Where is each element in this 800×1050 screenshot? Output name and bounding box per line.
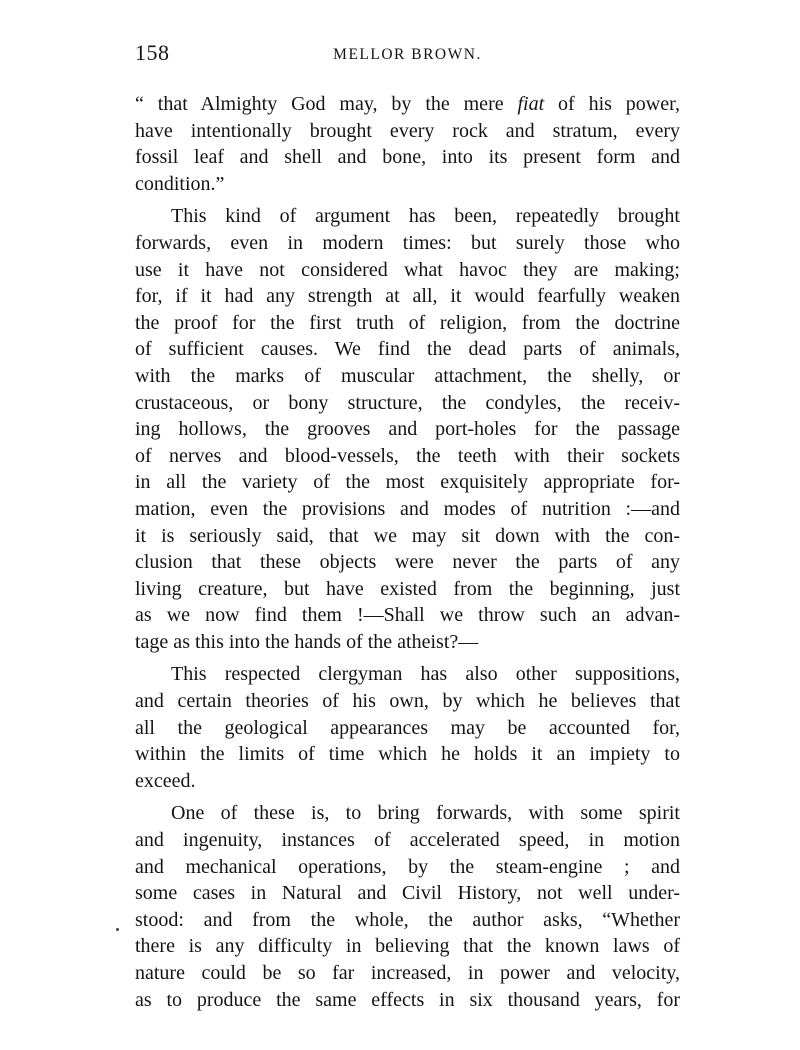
text-line: as we now find them !—Shall we throw such an advan-	[135, 604, 680, 627]
text-line: use it have not considered what havoc they are making;	[135, 258, 680, 281]
text-line: within the limits of time which he holds it an impiety to	[135, 743, 680, 766]
running-head	[135, 40, 680, 74]
text-line: “ that Almighty God may, by the mere fiat of his power,	[135, 93, 680, 115]
text-line: nature could be so far increased, in power and velocity,	[135, 962, 680, 984]
text-line: This kind of argument has been, repeatedly brought	[171, 205, 680, 228]
italic-word: fiat	[517, 93, 545, 115]
text-line: mation, even the provisions and modes of nutrition :—and	[135, 497, 680, 520]
text-line: This respected clergyman has also other suppositions,	[171, 663, 680, 686]
text-line: forwards, even in modern times: but surely those who	[135, 231, 680, 254]
text-line: tage as this into the hands of the atheist?—	[135, 630, 479, 653]
text-line: fossil leaf and shell and bone, into its present form and	[135, 146, 680, 169]
ink-speck	[116, 928, 119, 931]
paragraph-2	[135, 203, 680, 655]
text-line: of nerves and blood-vessels, the teeth with their sockets	[135, 444, 680, 467]
text-line: as to produce the same effects in six thousand years, for	[135, 988, 680, 1011]
text-line: and ingenuity, instances of accelerated speed, in motion	[135, 829, 680, 852]
text-line: there is any difficulty in believing that the known laws of	[135, 935, 680, 958]
text-line: exceed.	[135, 769, 196, 792]
text-line: in all the variety of the most exquisitely appropriate for-	[135, 471, 680, 494]
text-line: crustaceous, or bony structure, the condyles, the receiv-	[135, 391, 680, 414]
text-line: have intentionally brought every rock and stratum, every	[135, 119, 680, 142]
text-line: all the geological appearances may be accounted for,	[135, 716, 680, 739]
body-text	[135, 91, 680, 1013]
paragraph-1	[135, 91, 680, 197]
text-line: some cases in Natural and Civil History, not well under-	[135, 882, 680, 905]
text-line: with the marks of muscular attachment, the shelly, or	[135, 364, 680, 387]
paragraph-3	[135, 661, 680, 794]
text-line: and mechanical operations, by the steam-engine ; and	[135, 855, 680, 878]
text-line: it is seriously said, that we may sit down with the con-	[135, 524, 680, 547]
running-title: MELLOR BROWN.	[333, 46, 482, 63]
text-line: ing hollows, the grooves and port-holes for the passage	[135, 418, 680, 441]
page-number: 158	[135, 40, 170, 65]
text-line: One of these is, to bring forwards, with some spirit	[171, 802, 680, 825]
text-line: living creature, but have existed from the beginning, just	[135, 577, 680, 600]
text-line: and certain theories of his own, by which he believes that	[135, 690, 680, 713]
text-line: clusion that these objects were never the parts of any	[135, 551, 680, 574]
text-line: for, if it had any strength at all, it would fearfully weaken	[135, 285, 680, 308]
text-line: stood: and from the whole, the author asks, “Whether	[135, 908, 680, 931]
text-line: of sufficient causes. We find the dead parts of animals,	[135, 338, 680, 361]
text-line: the proof for the first truth of religion, from the doctrine	[135, 311, 680, 334]
text-line: condition.”	[135, 172, 225, 195]
paragraph-4	[135, 800, 680, 1013]
